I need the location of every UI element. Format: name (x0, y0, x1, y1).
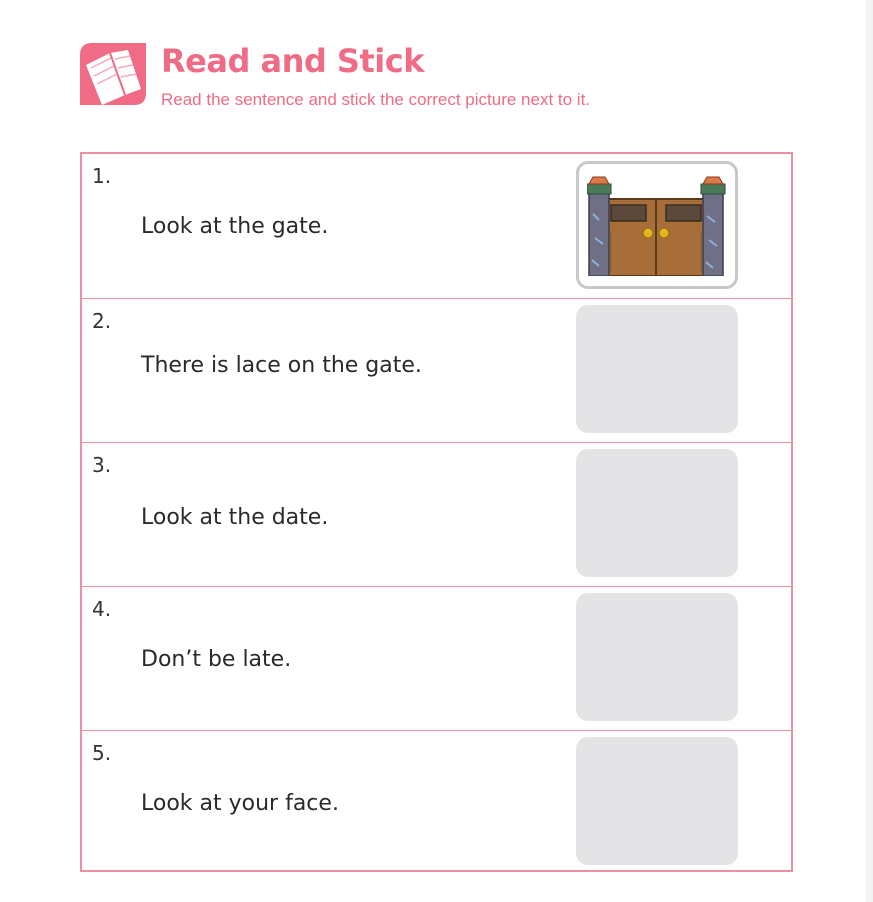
row-sentence: Look at the gate. (141, 214, 329, 239)
row-number: 4. (92, 597, 112, 621)
instruction-text: Read the sentence and stick the correct picture next to it. (161, 90, 591, 109)
exercise-row-4 (82, 586, 791, 730)
sticker-slot-empty[interactable] (576, 737, 738, 865)
row-number: 1. (92, 164, 112, 188)
gate-sticker-image (587, 174, 727, 276)
exercise-row-5 (82, 730, 791, 870)
exercise-row-3 (82, 442, 791, 586)
row-sentence: Look at the date. (141, 505, 329, 530)
page-edge-strip (866, 0, 873, 902)
row-number: 2. (92, 309, 112, 333)
sticker-slot-filled[interactable] (576, 161, 738, 289)
exercise-row-2 (82, 298, 791, 442)
sticker-slot-empty[interactable] (576, 305, 738, 433)
sticker-slot-empty[interactable] (576, 449, 738, 577)
exercise-row-1 (82, 154, 791, 298)
row-number: 5. (92, 741, 112, 765)
sticker-slot-empty[interactable] (576, 593, 738, 721)
open-book-icon (80, 43, 146, 105)
exercise-table (80, 152, 793, 872)
row-sentence: Don’t be late. (141, 647, 292, 672)
row-sentence: There is lace on the gate. (141, 353, 422, 378)
row-number: 3. (92, 453, 112, 477)
row-sentence: Look at your face. (141, 791, 339, 816)
page-title: Read and Stick (161, 42, 424, 80)
